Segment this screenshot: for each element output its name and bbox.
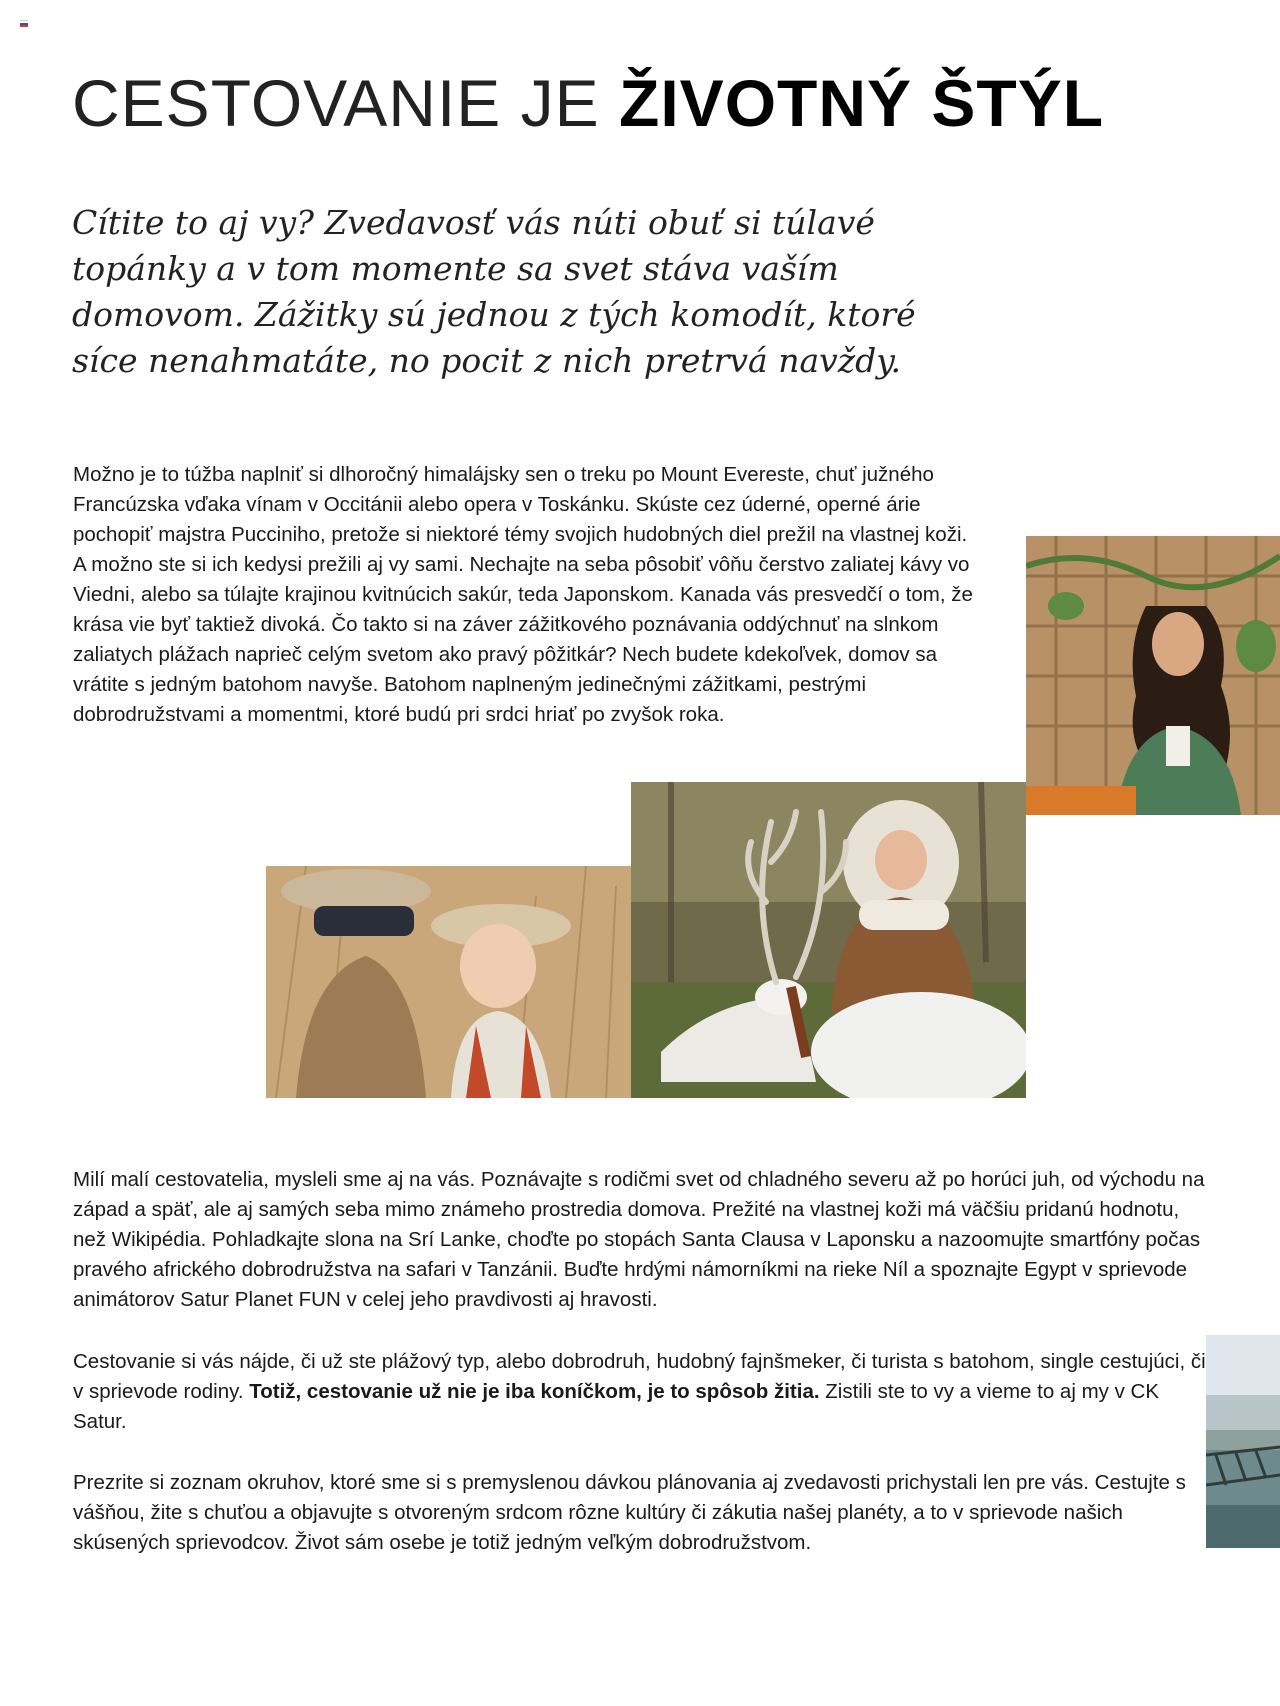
paragraph-3 [73,1347,1213,1437]
lead-paragraph: Cítite to aj vy? Zvedavosť vás núti obuť si túlavé topánky a v tom momente sa svet stáva vaším domovom. Zážitky sú jednou z tých komodít, ktoré síce nenahmatáte, no pocit z nich pretrvá navždy. [72,203,916,380]
flag-icon [20,20,28,26]
title-bold: ŽIVOTNÝ ŠTÝL [619,66,1105,140]
page-title [72,58,1104,148]
title-light: CESTOVANIE JE [72,66,620,140]
laughing-woman-photo [1026,536,1280,815]
paragraph-3-text-a: Cestovanie si vás nájde, či už ste plážový typ, alebo dobrodruh, hudobný fajnšmeker, či turista s batohom, single cestujúci, či v sprievode rodiny. [73,1350,1206,1403]
child-with-reindeer-photo [631,782,1026,1098]
river-bridge-city-photo [1206,1335,1280,1548]
paragraph-2: Milí malí cestovatelia, mysleli sme aj na vás. Poznávajte s rodičmi svet od chladného severu až po horúci juh, od východu na západ a späť, ale aj samých seba mimo známeho prostredia domova. Prežité na vlastnej koži má väčšiu pridanú hodnotu, než Wikipédia. Pohladkajte slona na Srí Lanke, choďte po stopách Santa Clausa v Laponsku a nazoomujte smartfóny počas pravého afrického dobrodružstva na safari v Tanzánii. Buďte hrdými námorníkmi na rieke Níl a spoznajte Egypt v sprievode animátorov Satur Planet FUN v celej jeho pravdivosti aj hravosti. [73,1168,1205,1311]
paragraph-3-bold: Totiž, cestovanie už nie je iba koníčkom, je to spôsob žitia. [249,1380,820,1403]
safari-kids-binoculars-photo [266,866,632,1098]
paragraph-3-text-b: Zistili ste to vy a vieme to aj my v CK Satur. [73,1380,1160,1433]
paragraph-4: Prezrite si zoznam okruhov, ktoré sme si s premyslenou dávkou plánovania aj zvedavosti prichystali len pre vás. Cestujte s vášňou, žite s chuťou a objavujte s otvoreným srdcom rôzne kultúry či zákutia našej planéty, a to v sprievode našich skúsených sprievodcov. Život sám osebe je totiž jedným veľkým dobrodružstvom. [73,1471,1186,1554]
paragraph-1: Možno je to túžba naplniť si dlhoročný himalájsky sen o treku po Mount Evereste, chuť južného Francúzska vďaka vínam v Occitánii alebo opera v Toskánku. Skúste cez úderné, operné árie pochopiť majstra Pucciniho, pretože si niektoré témy svojich hudobných diel prežil na vlastnej koži. A možno ste si ich kedysi prežili aj vy sami. Nechajte na seba pôsobiť vôňu čerstvo zaliatej kávy vo Viedni, alebo sa túlajte krajinou kvitnúcich sakúr, teda Japonskom. Kanada vás presvedčí o tom, že krása vie byť taktiež divoká. Čo takto si na záver zážitkového poznávania oddýchnuť na slnkom zaliatych plážach naprieč celým svetom ako pravý pôžitkár? Nech budete kdekoľvek, domov sa vrátite s jedným batohom navyše. Batohom naplneným jedinečnými zážitkami, pestrými dobrodružstvami a momentmi, ktoré budú pri srdci hriať po zvyšok roka. [73,463,973,726]
